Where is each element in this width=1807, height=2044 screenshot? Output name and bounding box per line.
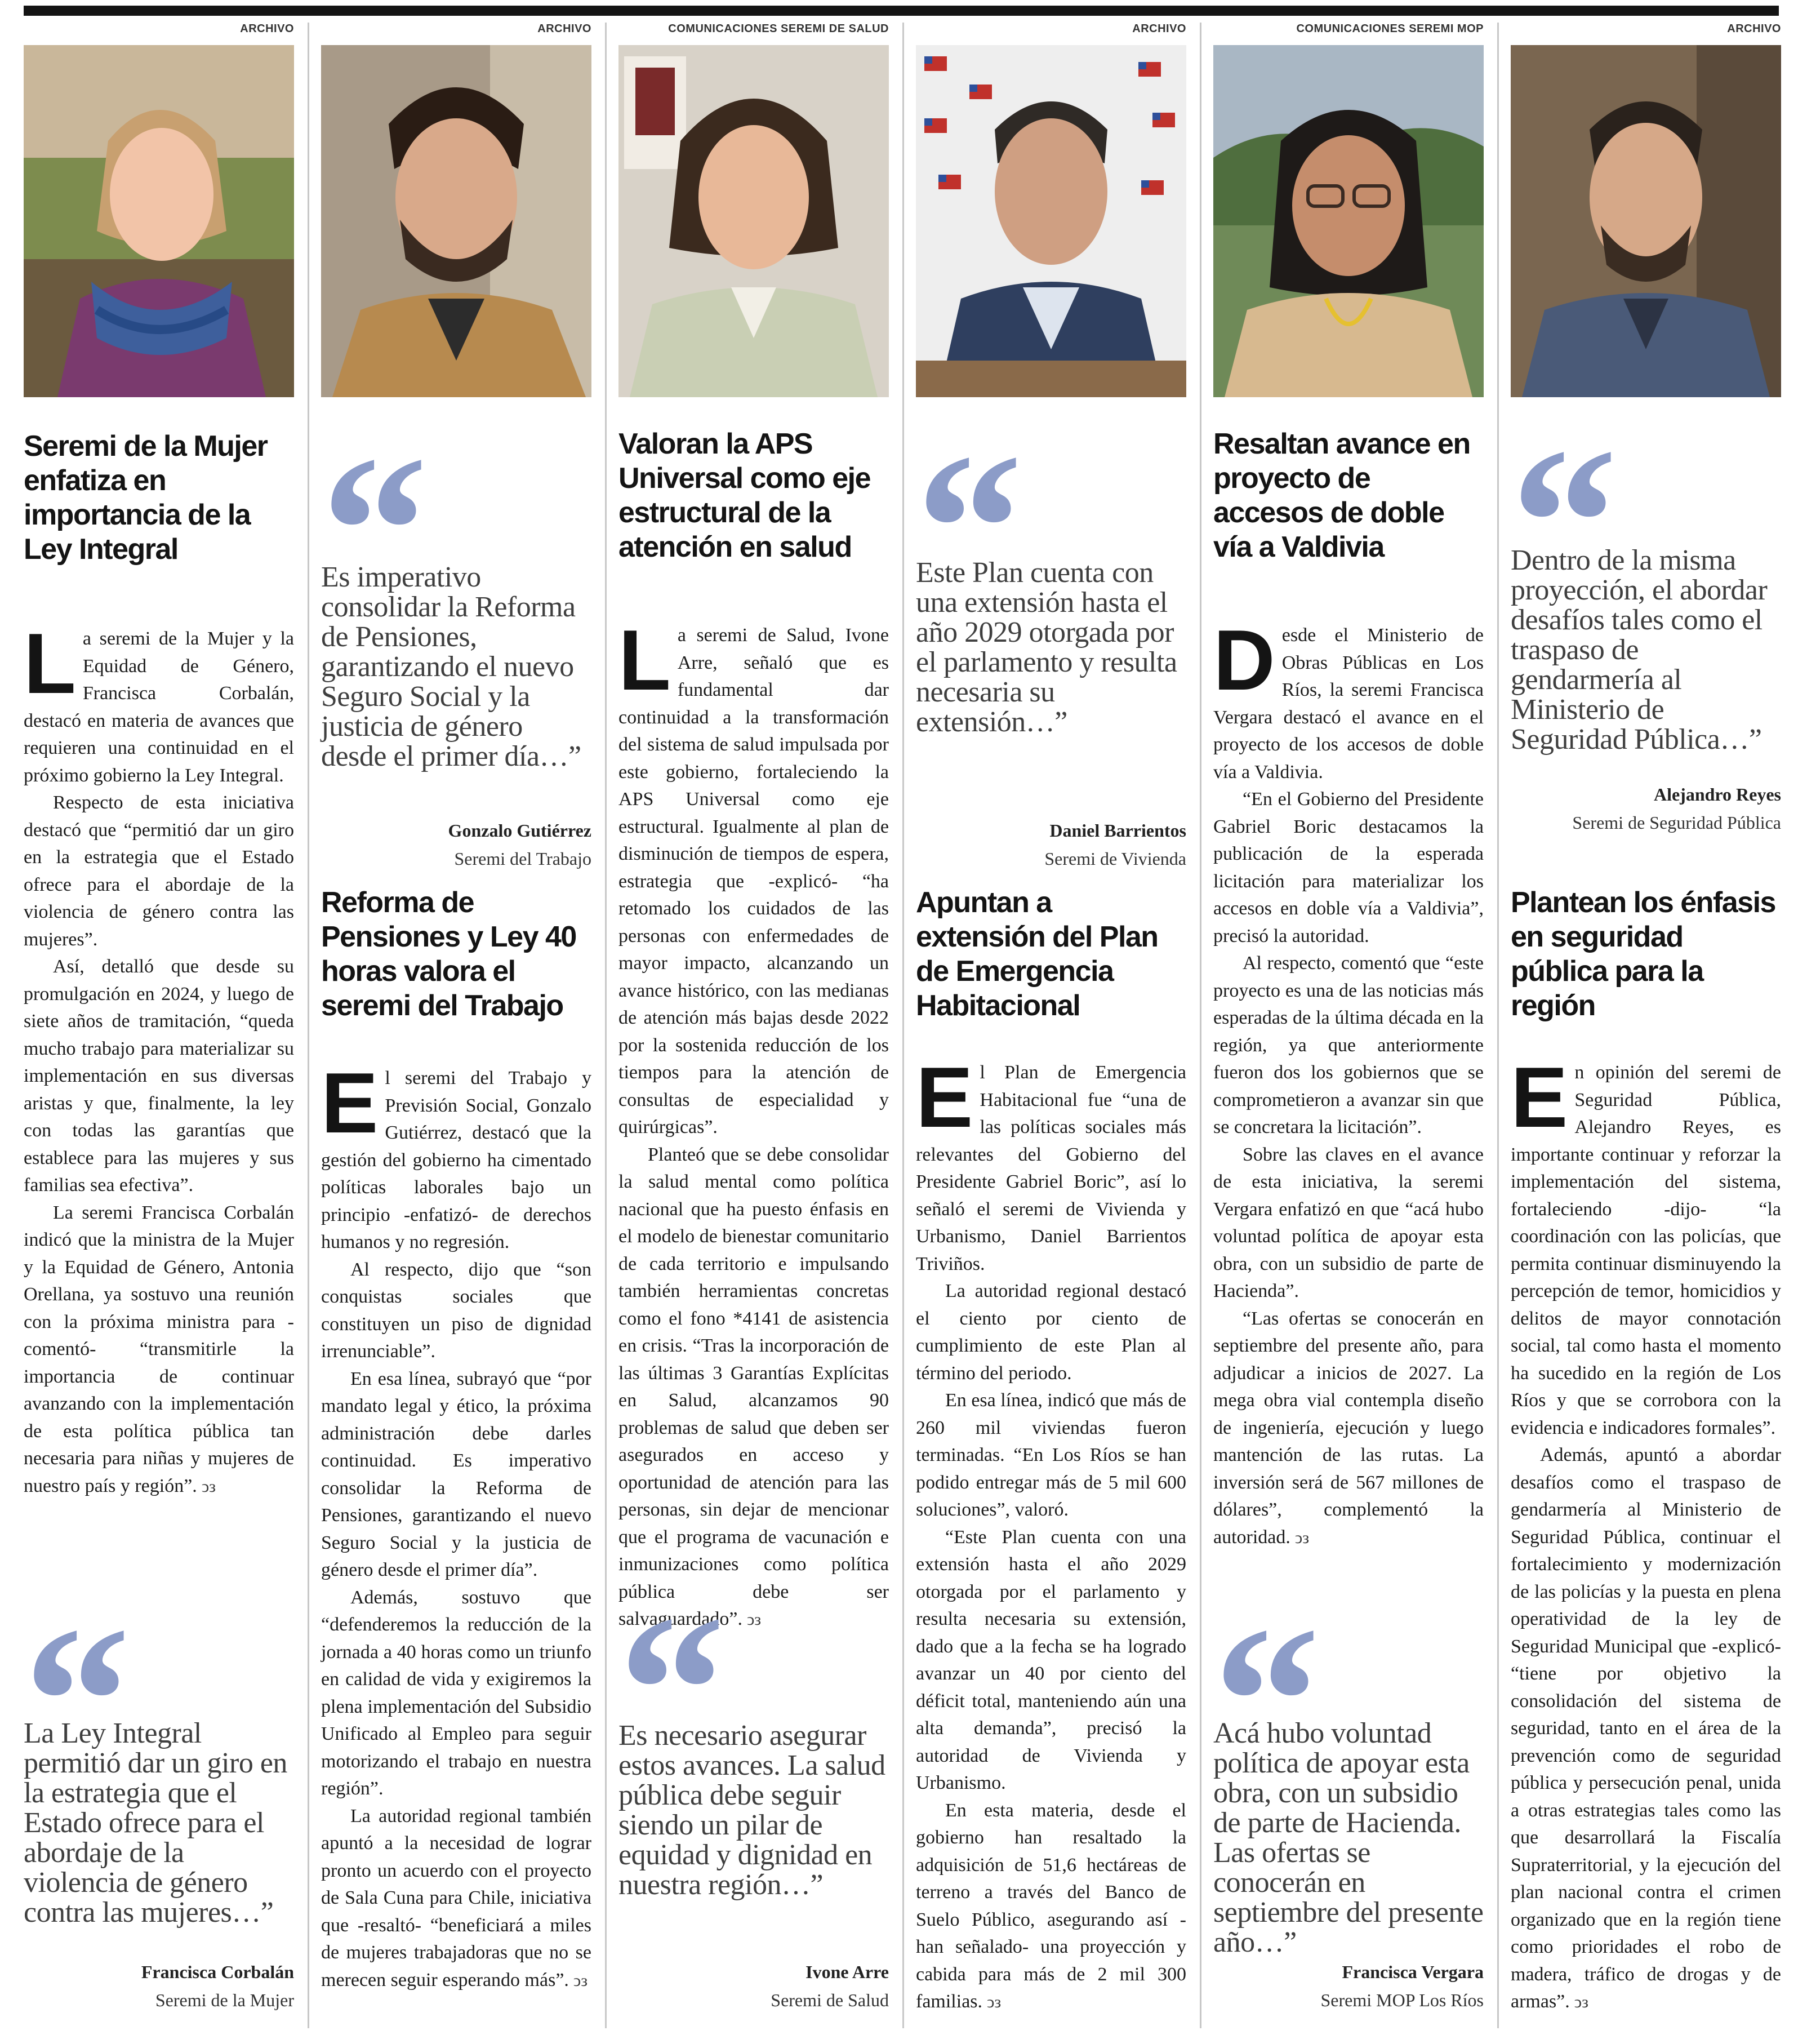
paragraph: Desde el Ministerio de Obras Públicas en Los Ríos, la seremi Francisca Vergara destacó el avance en el proyecto de los accesos de doble vía a Valdivia. — [1213, 612, 1484, 783]
photo-credit: COMUNICACIONES SEREMI MOP — [1296, 23, 1484, 35]
photo-credit: ARCHIVO — [1132, 23, 1186, 35]
paragraph: Además, apuntó a abordar desafíos como el traspaso de gendarmería al Ministerio de Seguridad Pública, continuar el fortalecimiento y modernización de las policías y la puesta en plena operatividad de la ley de Seguridad Municipal que -explicó- “tiene por objetivo la consolidación del sistema de seguridad, tanto en el área de la prevención como de seguridad pública y persecución penal, unida a otras estrategias tales como las que desarrollará la Fiscalía Supraterritorial, y la ejecución del plan nacional contra el crimen organizado que en la región tiene como prioridades el robo de madera, tráfico de drogas y de armas”. ↄз — [1511, 1445, 1781, 2012]
paragraph: “En el Gobierno del Presidente Gabriel Boric destacamos la publicación de la esperada licitación para materializar los accesos en doble vía a Valdivia”, precisó la autoridad. — [1213, 789, 1484, 947]
paragraph: La autoridad regional destacó el ciento por ciento de cumplimiento de este Plan al término del periodo. — [916, 1281, 1186, 1384]
end-mark-icon: ↄз — [1574, 1993, 1588, 2011]
photo-credit: COMUNICACIONES SEREMI DE SALUD — [668, 23, 889, 35]
quote-author-role: Seremi de Seguridad Pública — [1572, 812, 1781, 833]
drop-cap: L — [24, 616, 76, 712]
paragraph: Planteó que se debe consolidar la salud mental como política nacional que ha puesto énfasis en el modelo de bienestar comunitario de cada territorio e impulsando también herramientas concretas como el fono *4141 de asistencia en crisis. “Tras la incorporación de las últimas 3 Garantías Explícitas en Salud, alcanzamos 90 problemas de salud que deben ser asegurados en acceso y oportunidad de atención para las personas, sin dejar de mencionar que el programa de vacunación e inmunizaciones como política pública debe ser salvaguardado”. ↄз — [618, 1144, 889, 1629]
paragraph: Respecto de esta iniciativa destacó que “permitió dar un giro en la estrategia que el Estado ofrece para el abordaje de la violencia de género contra las mujeres”. — [24, 792, 294, 950]
paragraph: Sobre las claves en el avance de esta iniciativa, la seremi Vergara enfatizó en que “acá hubo voluntad política de apoyar esta obra, con un subsidio de parte de Hacienda”. — [1213, 1144, 1484, 1301]
paragraph: Al respecto, comentó que “este proyecto es una de las noticias más esperadas de la última década en la región, ya que anteriormente fueron dos los gobiernos que se comprometieron a avanzar sin que se concretara la licitación”. — [1213, 953, 1484, 1137]
end-mark-icon: ↄз — [1294, 1528, 1310, 1547]
article-body — [24, 616, 294, 1500]
portrait-photo — [1213, 45, 1484, 397]
quote-mark-icon — [24, 1623, 170, 1707]
portrait-photo — [618, 45, 889, 397]
pull-quote: Dentro de la misma proyección, el abordar desafíos tales como el traspaso de gendarmería al Ministerio de Seguridad Pública…” — [1511, 544, 1768, 756]
paragraph: Así, detalló que desde su promulgación en 2024, y luego de siete años de tramitación, “queda mucho trabajo para materializar su implementación en sus diversas aristas y que, finalmente, la ley con todas las garantías que establece para las mujeres y sus familias sea efectiva”. — [24, 956, 294, 1196]
headline: Reforma de Pensiones y Ley 40 horas valora el seremi del Trabajo — [321, 886, 576, 1022]
end-mark-icon: ↄз — [573, 1971, 588, 1990]
quote-author-role: Seremi de Vivienda — [1044, 848, 1186, 869]
paragraph: En esa línea, indicó que más de 260 mil viviendas fueron terminadas. “En Los Ríos se han podido entregar más de 5 mil 600 soluciones”, valoró. — [916, 1390, 1186, 1520]
quote-author-name: Gonzalo Gutiérrez — [448, 820, 591, 841]
article-body — [916, 1050, 1186, 2016]
quote-author-name: Francisca Corbalán — [141, 1962, 294, 1982]
column-separator — [308, 23, 309, 2028]
portrait-photo — [1511, 45, 1781, 397]
article-column-mujer — [24, 23, 294, 2028]
photo-credit: ARCHIVO — [537, 23, 591, 35]
article-column-mop — [1213, 23, 1484, 2028]
paragraph: En esta materia, desde el gobierno han resaltado la adquisición de 51,6 hectáreas de terreno a través del Banco de Suelo Público, asegurando así - han señalado- una proyección y cabida para más de 2 mil 300 familias. ↄз — [916, 1799, 1186, 2012]
portrait-photo — [321, 45, 591, 397]
headline: Valoran la APS Universal como eje estructural de la atención en salud — [618, 428, 870, 563]
article-body — [1511, 1050, 1781, 2016]
pull-quote: Este Plan cuenta con una extensión hasta el año 2029 otorgada por el parlamento y resulta necesaria su extensión…” — [916, 557, 1177, 738]
quote-mark-icon — [618, 1611, 765, 1696]
paragraph: El Plan de Emergencia Habitacional fue “una de las políticas sociales más relevantes del Gobierno del Presidente Gabriel Boric”, así lo señaló el seremi de Vivienda y Urbanismo, Daniel Barrientos Triviños. — [916, 1050, 1186, 1274]
portrait-photo — [24, 45, 294, 397]
article-body — [618, 612, 889, 1634]
quote-author-name: Ivone Arre — [805, 1962, 889, 1982]
quote-author-name: Francisca Vergara — [1342, 1962, 1484, 1982]
drop-cap: E — [916, 1050, 973, 1145]
article-column-salud — [618, 23, 889, 2028]
drop-cap: D — [1213, 612, 1275, 708]
paragraph: En esa línea, subrayó que “por mandato legal y ético, la próxima administración debe darles continuidad. Es imperativo consolidar la Reforma de Pensiones, garantizando el nuevo Seguro Social y la justicia de género desde el primer día”. — [321, 1368, 591, 1580]
article-column-seguridad — [1511, 23, 1781, 2028]
paragraph: La seremi de Salud, Ivone Arre, señaló que es fundamental dar continuidad a la transformación del sistema de salud impulsada por este gobierno, fortaleciendo la APS Universal como eje estructural. Igualmente al plan de disminución de tiempos de espera, estrategia que -explicó- “ha retomado los cuidados de las personas con enfermedades de mayor impacto, alcanzando un avance histórico, con las medianas de atención más bajas desde 2022 por la sostenida reducción de los tiempos para la atención de consultas de especialidad y quirúrgicas”. — [618, 612, 889, 1137]
paragraph: Además, sostuvo que “defenderemos la reducción de la jornada a 40 horas como un triunfo en calidad de vida y exigiremos la plena implementación del Subsidio Unificado al Empleo para seguir motorizando el trabajo en nuestra región”. — [321, 1587, 591, 1799]
paragraph: En opinión del seremi de Seguridad Pública, Alejandro Reyes, es importante continuar y reforzar la implementación del sistema, fortaleciendo -dijo- “la coordinación con las policías, que permita continuar disminuyendo la percepción de temor, homicidios y delitos de mayor connotación social, tal como hasta el momento ha sucedido en la región de Los Ríos y que se corrobora con la evidencia e indicadores formales”. — [1511, 1050, 1781, 1438]
pull-quote: Acá hubo voluntad política de apoyar esta obra, con un subsidio de parte de Hacienda. Las ofertas se conocerán en septiembre del presente año…” — [1213, 1717, 1484, 1958]
end-mark-icon: ↄз — [987, 1993, 1002, 2011]
headline: Apuntan a extensión del Plan de Emergencia Habitacional — [916, 886, 1158, 1022]
paragraph: “Las ofertas se conocerán en septiembre del presente año, para adjudicar a inicios de 2027. La mega obra vial contempla diseño de ingeniería, ejecución y luego mantención de las rutas. La inversión será de 567 millones de dólares”, complementó la autoridad. ↄз — [1213, 1308, 1484, 1548]
quote-mark-icon — [916, 450, 1062, 534]
column-separator — [1497, 23, 1499, 2028]
quote-author-role: Seremi del Trabajo — [454, 848, 591, 869]
end-mark-icon: ↄз — [201, 1477, 216, 1496]
drop-cap: L — [618, 612, 671, 708]
drop-cap: E — [321, 1055, 379, 1151]
paragraph: Al respecto, dijo que “son conquistas sociales que constituyen un piso de dignidad irrenunciable”. — [321, 1259, 591, 1362]
column-separator — [902, 23, 904, 2028]
pull-quote: Es imperativo consolidar la Reforma de Pensiones, garantizando el nuevo Seguro Social y la justicia de género desde el primer día…” — [321, 561, 581, 772]
quote-author-name: Daniel Barrientos — [1049, 820, 1186, 841]
quote-author-role: Seremi MOP Los Ríos — [1320, 1990, 1484, 2010]
paragraph: La seremi de la Mujer y la Equidad de Género, Francisca Corbalán, destacó en materia de avances que requieren una continuidad en el próximo gobierno la Ley Integral. — [24, 616, 294, 786]
end-mark-icon: ↄз — [746, 1610, 762, 1629]
quote-mark-icon — [1213, 1623, 1360, 1707]
photo-credit: ARCHIVO — [240, 23, 294, 35]
portrait-photo — [916, 45, 1186, 397]
quote-author-role: Seremi de Salud — [771, 1990, 889, 2010]
headline: Plantean los énfasis en seguridad pública para la región — [1511, 886, 1775, 1022]
quote-mark-icon — [321, 452, 468, 536]
pull-quote: Es necesario asegurar estos avances. La salud pública debe seguir siendo un pilar de equidad y dignidad en nuestra región…” — [618, 1719, 885, 1901]
paragraph: La seremi Francisca Corbalán indicó que la ministra de la Mujer y la Equidad de Género, Antonia Orellana, ya sostuvo una reunión con la próxima ministra para -comentó- “transmitirle la importancia de continuar avanzando con la implementación de esta política pública tan necesaria para niñas y mujeres de nuestro país y región”. ↄз — [24, 1202, 294, 1496]
pull-quote: La Ley Integral permitió dar un giro en la estrategia que el Estado ofrece para el abordaje de la violencia de género contra las mujeres…” — [24, 1717, 287, 1929]
headline: Seremi de la Mujer enfatiza en importancia de la Ley Integral — [24, 430, 268, 566]
column-separator — [605, 23, 607, 2028]
article-column-vivienda — [916, 23, 1186, 2028]
photo-credit: ARCHIVO — [1727, 23, 1781, 35]
drop-cap: E — [1511, 1050, 1568, 1145]
column-separator — [1200, 23, 1201, 2028]
paragraph: “Este Plan cuenta con una extensión hasta el año 2029 otorgada por el parlamento y resulta necesaria su extensión, dado que a la fecha se ha logrado avanzar un 40 por ciento del déficit total, manteniendo aún una alta demanda”, precisó la autoridad de Vivienda y Urbanismo. — [916, 1526, 1186, 1793]
quote-author-role: Seremi de la Mujer — [155, 1990, 294, 2010]
paragraph: El seremi del Trabajo y Previsión Social, Gonzalo Gutiérrez, destacó que la gestión del gobierno ha cimentado políticas laborales bajo un principio -enfatizó- de derechos humanos y no regresión. — [321, 1055, 591, 1252]
quote-mark-icon — [1511, 444, 1657, 528]
article-body — [321, 1055, 591, 1994]
article-body — [1213, 612, 1484, 1552]
article-column-trabajo — [321, 23, 591, 2028]
paragraph: La autoridad regional también apuntó a la necesidad de lograr pronto un acuerdo con el proyecto de Sala Cuna para Chile, iniciativa que -resaltó- “beneficiará a miles de mujeres trabajadoras que no se merecen seguir esperando más”. ↄз — [321, 1805, 591, 1990]
headline: Resaltan avance en proyecto de accesos de doble vía a Valdivia — [1213, 428, 1470, 563]
quote-author-name: Alejandro Reyes — [1653, 784, 1781, 805]
top-rule — [24, 6, 1779, 16]
